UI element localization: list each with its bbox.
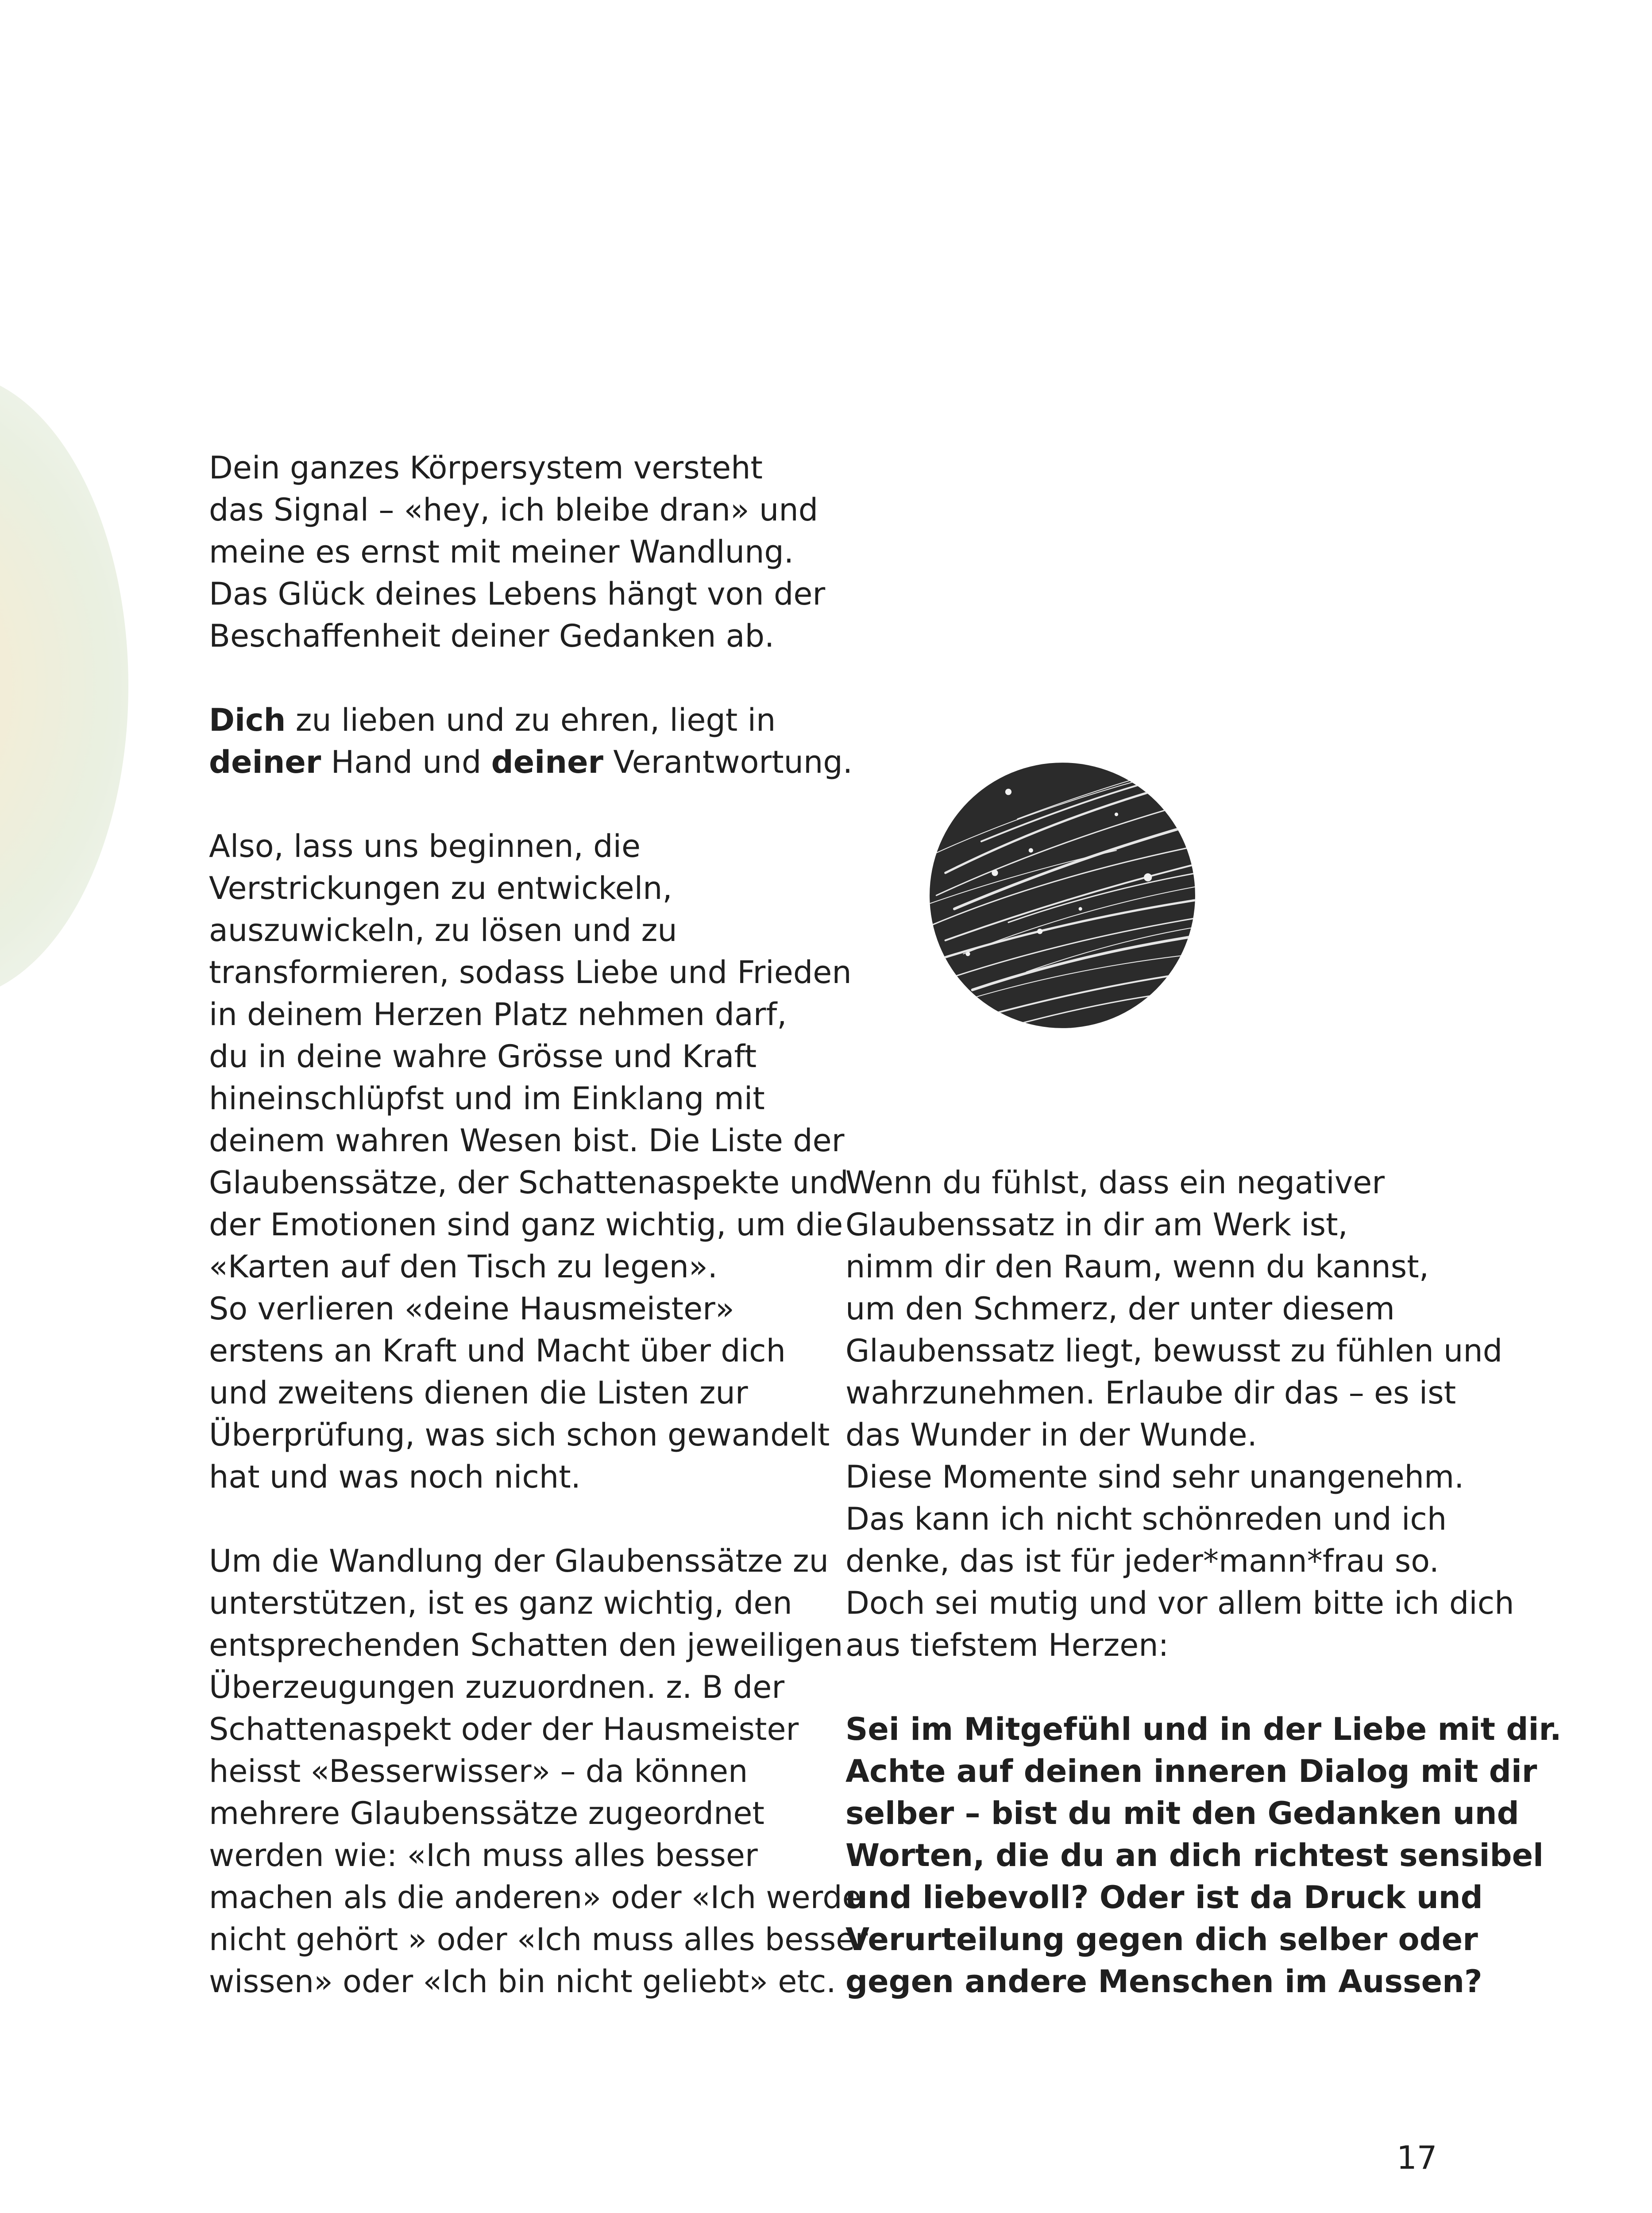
text-line: selber – bist du mit den Gedanken und: [845, 1795, 1519, 1831]
paragraph-6-emphasis: [845, 1708, 1562, 2003]
text-line: meine es ernst mit meiner Wandlung.: [209, 534, 794, 570]
text-line: wahrzunehmen. Erlaube dir das – es ist: [845, 1375, 1456, 1411]
text-line: Wenn du fühlst, dass ein negativer: [845, 1164, 1385, 1201]
text-line: hat und was noch nicht.: [209, 1459, 581, 1495]
text-line: Sei im Mitgefühl und in der Liebe mit dir.: [845, 1711, 1562, 1747]
bold-word: Dich: [209, 702, 286, 738]
text-line: Doch sei mutig und vor allem bitte ich dich: [845, 1585, 1514, 1621]
text-line: machen als die anderen» oder «Ich werde: [209, 1879, 861, 1916]
text-line: und liebevoll? Oder ist da Druck und: [845, 1879, 1483, 1916]
text-line: der Emotionen sind ganz wichtig, um die: [209, 1207, 843, 1243]
bold-word: deiner: [491, 744, 604, 780]
text-line: So verlieren «deine Hausmeister»: [209, 1291, 734, 1327]
text-line: Um die Wandlung der Glaubenssätze zu: [209, 1543, 829, 1579]
text-line: «Karten auf den Tisch zu legen».: [209, 1249, 718, 1285]
bold-word: deiner: [209, 744, 321, 780]
text-line: transformieren, sodass Liebe und Frieden: [209, 954, 852, 991]
paragraph-5: [845, 1162, 1514, 1666]
text-line: Beschaffenheit deiner Gedanken ab.: [209, 618, 775, 654]
text-line: auszuwickeln, zu lösen und zu: [209, 912, 677, 948]
text-line: Dein ganzes Körpersystem versteht: [209, 450, 763, 486]
text-line: Glaubenssatz in dir am Werk ist,: [845, 1207, 1348, 1243]
text-line: das Wunder in der Wunde.: [845, 1417, 1257, 1453]
left-text-column: [209, 447, 868, 2045]
text-line: aus tiefstem Herzen:: [845, 1627, 1169, 1663]
text-fragment: Verantwortung.: [603, 744, 853, 780]
text-line: du in deine wahre Grösse und Kraft: [209, 1038, 757, 1075]
text-line: [209, 699, 811, 741]
text-line: Verstrickungen zu entwickeln,: [209, 870, 672, 906]
decorative-gradient-circle: [0, 372, 128, 1000]
text-line: denke, das ist für jeder*mann*frau so.: [845, 1543, 1440, 1579]
text-line: Überprüfung, was sich schon gewandelt: [209, 1417, 830, 1453]
text-line: deinem wahren Wesen bist. Die Liste der: [209, 1122, 845, 1159]
text-line: das Signal – «hey, ich bleibe dran» und: [209, 492, 818, 528]
text-fragment: Hand und: [321, 744, 491, 780]
text-line: heisst «Besserwisser» – da können: [209, 1753, 748, 1789]
text-line: mehrere Glaubenssätze zugeordnet: [209, 1795, 764, 1831]
text-line: Worten, die du an dich richtest sensibel: [845, 1837, 1544, 1874]
text-line: in deinem Herzen Platz nehmen darf,: [209, 996, 787, 1033]
text-line: um den Schmerz, der unter diesem: [845, 1291, 1395, 1327]
text-line: Achte auf deinen inneren Dialog mit dir: [845, 1753, 1537, 1789]
page-number: 17: [1397, 2139, 1437, 2176]
paragraph-2: [209, 699, 853, 783]
text-line: Glaubenssätze, der Schattenaspekte und: [209, 1164, 849, 1201]
text-line: wissen» oder «Ich bin nicht geliebt» etc.: [209, 1963, 836, 2000]
text-line: hineinschlüpfst und im Einklang mit: [209, 1080, 765, 1117]
moon-illustration: [927, 760, 1197, 1030]
text-line: werden wie: «Ich muss alles besser: [209, 1837, 758, 1874]
text-line: unterstützen, ist es ganz wichtig, den: [209, 1585, 792, 1621]
text-line: Verurteilung gegen dich selber oder: [845, 1921, 1478, 1958]
text-line: Das Glück deines Lebens hängt von der: [209, 576, 826, 612]
text-line: Das kann ich nicht schönreden und ich: [845, 1501, 1447, 1537]
text-line: Schattenaspekt oder der Hausmeister: [209, 1711, 799, 1747]
paragraph-3: [209, 825, 852, 1498]
text-fragment: zu lieben und zu ehren, liegt in: [286, 702, 776, 738]
text-line: erstens an Kraft und Macht über dich: [209, 1333, 786, 1369]
text-line: Glaubenssatz liegt, bewusst zu fühlen und: [845, 1333, 1503, 1369]
text-line: Also, lass uns beginnen, die: [209, 828, 641, 864]
text-line: gegen andere Menschen im Aussen?: [845, 1963, 1482, 2000]
right-text-column: [845, 1162, 1562, 2045]
text-line: [209, 741, 853, 783]
paragraph-4: [209, 1540, 868, 2003]
text-line: entsprechenden Schatten den jeweiligen: [209, 1627, 843, 1663]
text-line: nimm dir den Raum, wenn du kannst,: [845, 1249, 1429, 1285]
text-line: Diese Momente sind sehr unangenehm.: [845, 1459, 1464, 1495]
text-line: Überzeugungen zuzuordnen. z. B der: [209, 1669, 785, 1705]
text-line: nicht gehört » oder «Ich muss alles besser: [209, 1921, 868, 1958]
text-line: und zweitens dienen die Listen zur: [209, 1375, 748, 1411]
paragraph-1: [209, 447, 826, 657]
